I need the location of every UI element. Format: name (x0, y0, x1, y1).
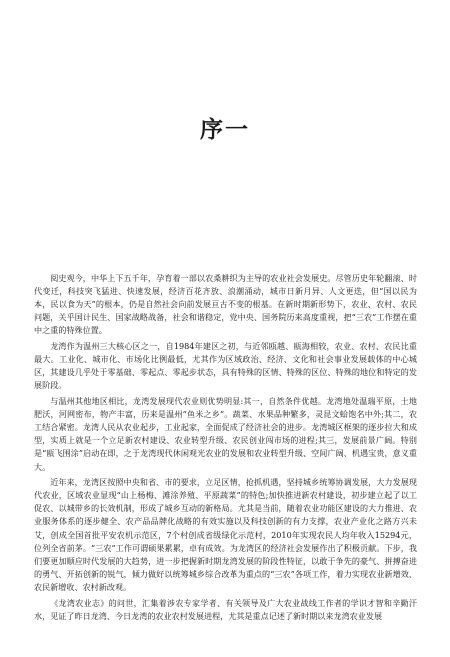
paragraph: 近年来，龙湾区按照中央和省、市的要求，立足区情，抢抓机遇，坚持城乡统筹协调发展，大力发展现代农业，区域农业显现“山上杨梅、滩涂养殖、平原蔬菜”的特色;加快推进新农村建设，初步建立起了以工促农、以城带乡的长效机制，形成了城乡互动的新格局。尤其是当前，随着农业功能区建设的大力推进、农业服务体系的逐步健全、农产品品牌化战略的有效实施以及科技创新的有力支撑，农业产业化之路方兴未艾，创成全国首批平安农机示范区，7个村创成省级绿化示范村，2010年实现农民人均年收入15294元，位列全省前茅。“三农”工作可谓硕果累累，卓有成效。为龙湾区的经济社会发展作出了积极贡献。下步，我们要更加顺应时代发展的大趋势，进一步把握新时期龙湾发展的阶段性特征，以敢于争先的豪气、拼搏奋进的勇气、开拓创新的锐气，倾力做好以统筹城乡综合改革为重点的“三农”各项工作，着力实现农业新增效、农民新增收、农村新改观。 (34, 477, 417, 592)
paragraph: 《龙湾农业志》的问世，汇集着涉农专家学者、有关领导及广大农业战线工作者的学识才智和辛勤汗水，见证了昨日龙湾、今日龙湾的农业农村发展进程，尤其是重点记述了新时期以来龙湾农业发展 (34, 597, 417, 621)
page-title: 序一 (200, 117, 250, 143)
paragraph: 与温州其他地区相比，龙湾发展现代农业则优势明显:其一，自然条件优越。龙湾地处温瑞平原，土地肥沃，河网密布，物产丰富，历来是温州“鱼米之乡”。蔬菜、水果品种繁多，灵昆文蛤饱名中外;其二，农工结合紧密。龙湾人民从农业起步，工业起家，全面促成了经济社会的进步。龙湾城区框架的逐步拉大和成型，实质上就是一个立足新农村建设、农业转型升级、农民创业闯市场的进程;其三，发展前景广阔。特别是“瓯飞围涂”启动在即，之于龙湾现代休闲观光农业的发展和农业转型升级、空间广阔、机遇宝贵，意义重大。 (34, 396, 417, 472)
paragraph: 阅史观今，中华上下五千年，孕育着一部以农桑耕织为主导的农业社会发展史。尽管历史年轮翻滚、时代变迁，科技突飞猛进、快速发展，经济百花齐放、浪潮涌动，城市日新月异、人文更迭，但“国以民为本，民以食为天”的根本，仍是自然社会向前发展亘古不变的根基。在新时期新形势下，农业、农村、农民问题，关乎国计民生、国家战略战备，社会和谐稳定，党中央、国务院历来高度重视，把“三农”工作摆在重中之重的特殊位置。 (34, 273, 417, 336)
paragraph: 龙湾作为温州三大核心区之一，自1984年建区之初，与近邻瓯越、瓯海相较，农业、农村、农民比重最大。工业化、城市化、市场化比例最低，尤其作为区域政治、经济、文化和社会事业发展载体的中心城区，其建设几乎处于零基础、零起点、零起步状态，具有特殊的区情、特殊的区位、特殊的地位和特定的发展阶段。 (34, 341, 417, 391)
preface-body (34, 272, 417, 625)
